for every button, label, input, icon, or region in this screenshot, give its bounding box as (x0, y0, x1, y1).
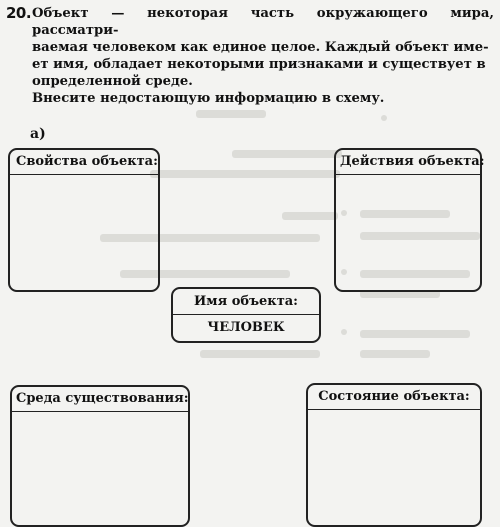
properties-box (8, 148, 160, 292)
environment-title: Среда существования: (12, 387, 188, 412)
actions-title: Действия объекта: (336, 150, 480, 175)
task-instruction: Внесите недостающую информацию в схему. (32, 91, 385, 106)
properties-title: Свойства объекта: (10, 150, 158, 175)
environment-answer-area[interactable] (12, 412, 188, 525)
task-line: ет имя, обладает некоторыми признаками и существует в (32, 57, 486, 72)
environment-box (10, 385, 190, 527)
part-label: а) (30, 126, 46, 142)
actions-answer-area[interactable] (336, 175, 480, 290)
properties-answer-area[interactable] (10, 175, 158, 290)
task-line: Объект — некоторая часть окружающего мира, рассматри- (32, 6, 494, 38)
task-line: ваемая человеком как единое целое. Каждый объект име- (32, 40, 489, 55)
task-line: определенной среде. (32, 74, 193, 89)
state-box (306, 383, 482, 527)
object-name-title: Имя объекта: (173, 289, 319, 315)
state-answer-area[interactable] (308, 410, 480, 525)
state-title: Состояние объекта: (308, 385, 480, 410)
actions-box (334, 148, 485, 292)
task-statement (6, 5, 494, 107)
object-name-value: ЧЕЛОВЕК (207, 320, 285, 335)
object-name-box (171, 287, 321, 343)
task-number: 20. (6, 4, 32, 22)
task-text (32, 5, 494, 107)
